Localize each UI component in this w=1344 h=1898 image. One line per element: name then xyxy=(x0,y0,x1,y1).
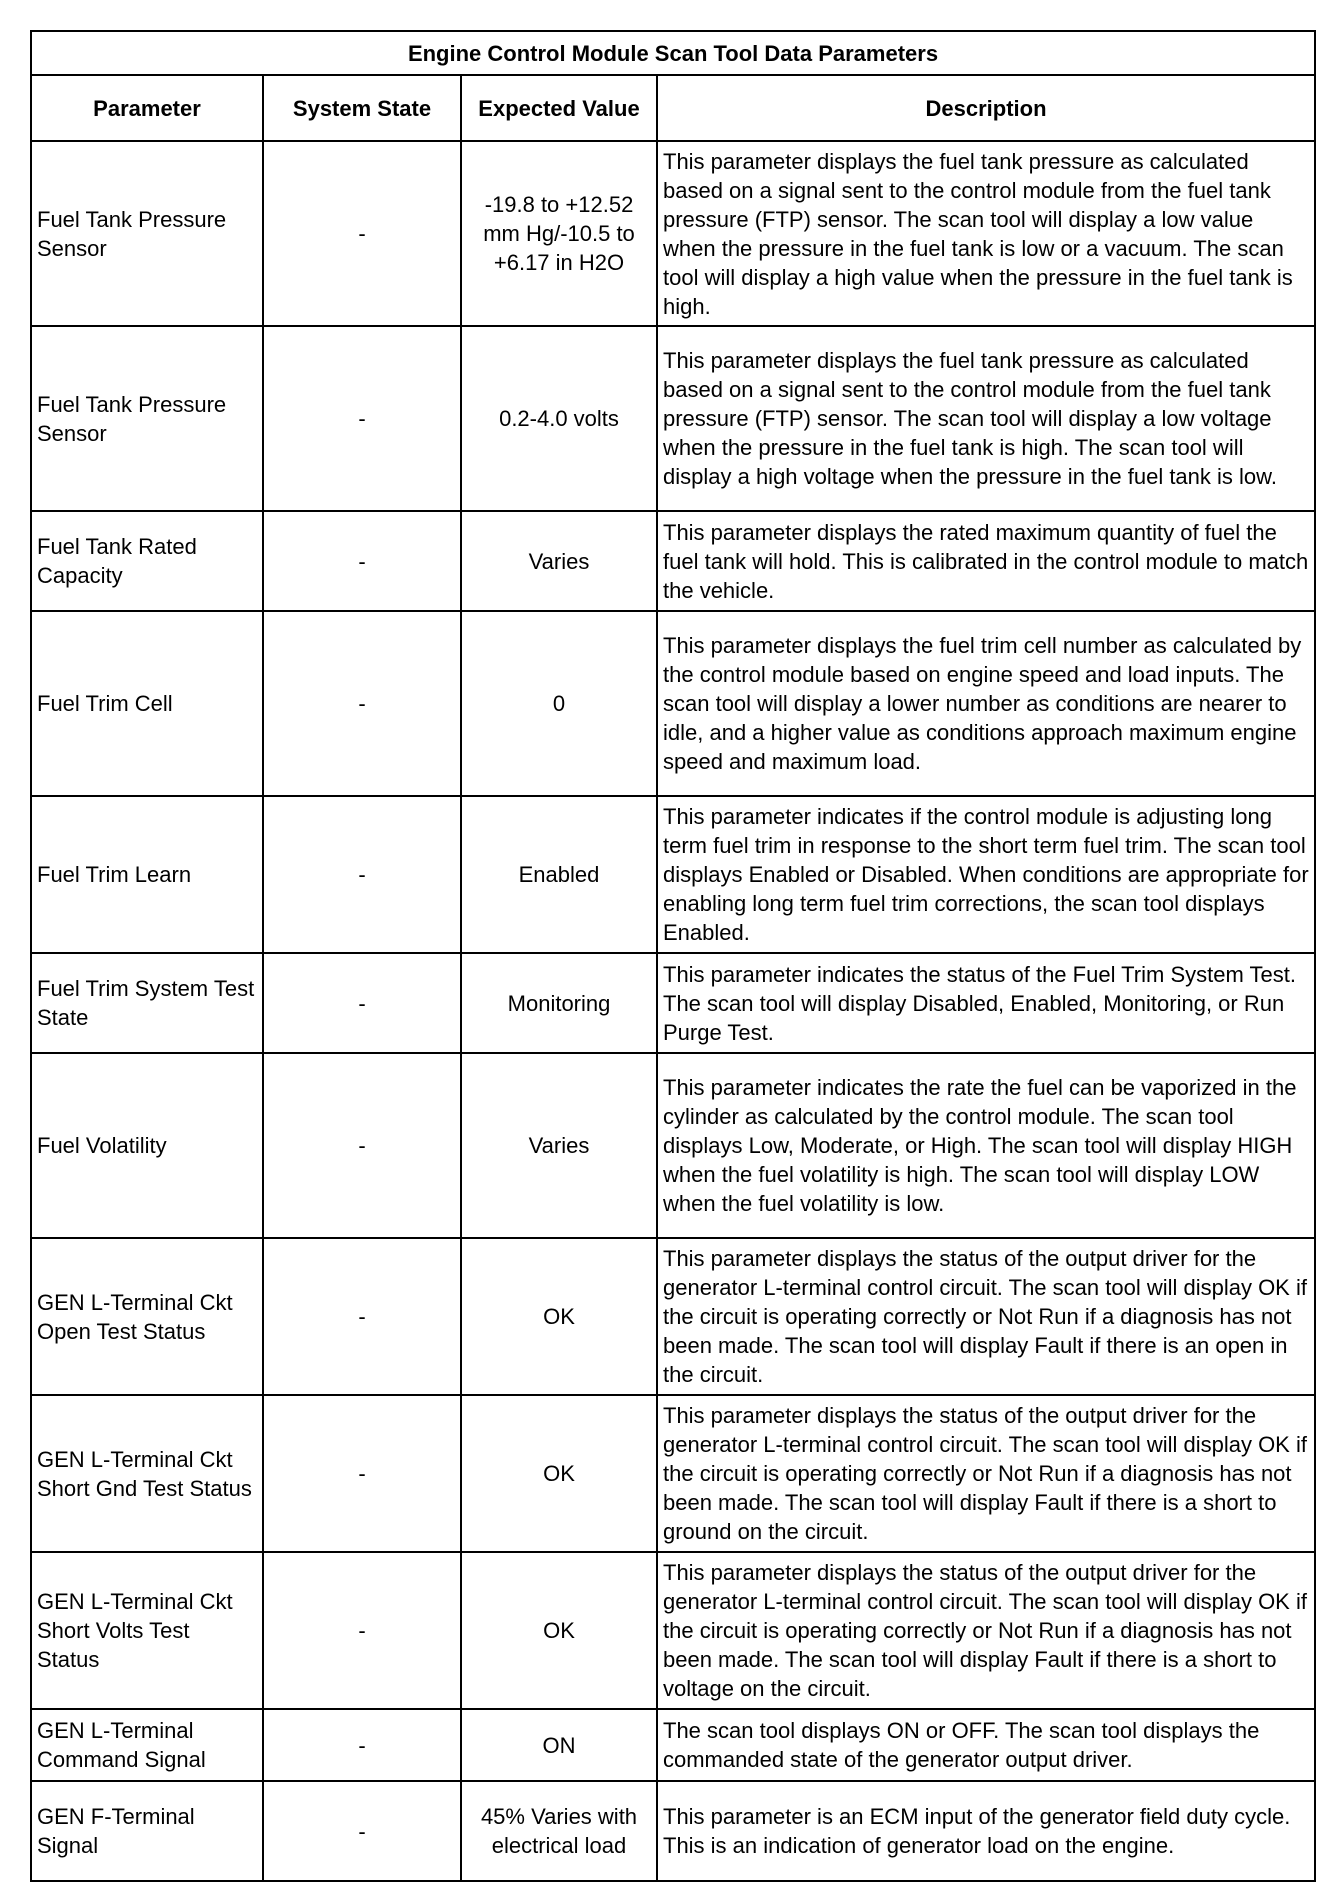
table-title-row xyxy=(31,31,1315,75)
system-state-cell: - xyxy=(263,953,461,1053)
description-cell: This parameter displays the status of the output driver for the generator L-terminal control circuit. The scan tool will display OK if the circuit is operating correctly or Not Run if a diagnosis has not been made. The scan tool will display Fault if there is a short to voltage on the circuit. xyxy=(657,1552,1315,1709)
header-expected-value: Expected Value xyxy=(461,75,657,141)
table-header-row xyxy=(31,75,1315,141)
expected-value-cell: Enabled xyxy=(461,796,657,953)
table-row xyxy=(31,141,1315,326)
system-state-cell: - xyxy=(263,611,461,796)
system-state-cell: - xyxy=(263,1709,461,1781)
expected-value-cell: ON xyxy=(461,1709,657,1781)
expected-value-cell: OK xyxy=(461,1552,657,1709)
parameter-cell: GEN L-Terminal Ckt Short Gnd Test Status xyxy=(31,1395,263,1552)
description-cell: This parameter displays the rated maximum quantity of fuel the fuel tank will hold. This is calibrated in the control module to match the vehicle. xyxy=(657,511,1315,611)
expected-value-cell: OK xyxy=(461,1238,657,1395)
parameter-cell: GEN L-Terminal Ckt Open Test Status xyxy=(31,1238,263,1395)
description-cell: This parameter displays the fuel trim cell number as calculated by the control module based on engine speed and load inputs. The scan tool will display a lower number as conditions are nearer to idle, and a higher value as conditions approach maximum engine speed and maximum load. xyxy=(657,611,1315,796)
parameter-cell: GEN F-Terminal Signal xyxy=(31,1781,263,1881)
description-cell: The scan tool displays ON or OFF. The scan tool displays the commanded state of the generator output driver. xyxy=(657,1709,1315,1781)
parameter-cell: Fuel Tank Rated Capacity xyxy=(31,511,263,611)
table-title: Engine Control Module Scan Tool Data Parameters xyxy=(31,31,1315,75)
system-state-cell: - xyxy=(263,1395,461,1552)
expected-value-cell: OK xyxy=(461,1395,657,1552)
system-state-cell: - xyxy=(263,326,461,511)
expected-value-cell: 45% Varies with electrical load xyxy=(461,1781,657,1881)
table-row xyxy=(31,1395,1315,1552)
header-system-state: System State xyxy=(263,75,461,141)
parameter-cell: GEN L-Terminal Ckt Short Volts Test Status xyxy=(31,1552,263,1709)
table-row xyxy=(31,1709,1315,1781)
description-cell: This parameter displays the fuel tank pressure as calculated based on a signal sent to the control module from the fuel tank pressure (FTP) sensor. The scan tool will display a low value when the pressure in the fuel tank is low or a vacuum. The scan tool will display a high value when the pressure in the fuel tank is high. xyxy=(657,141,1315,326)
description-cell: This parameter indicates the status of the Fuel Trim System Test. The scan tool will display Disabled, Enabled, Monitoring, or Run Purge Test. xyxy=(657,953,1315,1053)
system-state-cell: - xyxy=(263,1781,461,1881)
parameter-cell: Fuel Trim Cell xyxy=(31,611,263,796)
parameter-cell: Fuel Volatility xyxy=(31,1053,263,1238)
description-cell: This parameter is an ECM input of the generator field duty cycle. This is an indication of generator load on the engine. xyxy=(657,1781,1315,1881)
parameter-cell: GEN L-Terminal Command Signal xyxy=(31,1709,263,1781)
system-state-cell: - xyxy=(263,1552,461,1709)
parameter-cell: Fuel Tank Pressure Sensor xyxy=(31,141,263,326)
description-cell: This parameter displays the status of the output driver for the generator L-terminal control circuit. The scan tool will display OK if the circuit is operating correctly or Not Run if a diagnosis has not been made. The scan tool will display Fault if there is a short to ground on the circuit. xyxy=(657,1395,1315,1552)
table-row xyxy=(31,511,1315,611)
table-row xyxy=(31,326,1315,511)
table-row xyxy=(31,1238,1315,1395)
description-cell: This parameter displays the status of the output driver for the generator L-terminal control circuit. The scan tool will display OK if the circuit is operating correctly or Not Run if a diagnosis has not been made. The scan tool will display Fault if there is an open in the circuit. xyxy=(657,1238,1315,1395)
expected-value-cell: 0 xyxy=(461,611,657,796)
system-state-cell: - xyxy=(263,141,461,326)
table-row xyxy=(31,1552,1315,1709)
table-row xyxy=(31,953,1315,1053)
header-description: Description xyxy=(657,75,1315,141)
system-state-cell: - xyxy=(263,511,461,611)
table-row xyxy=(31,796,1315,953)
description-cell: This parameter indicates the rate the fuel can be vaporized in the cylinder as calculated by the control module. The scan tool displays Low, Moderate, or High. The scan tool will display HIGH when the fuel volatility is high. The scan tool will display LOW when the fuel volatility is low. xyxy=(657,1053,1315,1238)
description-cell: This parameter displays the fuel tank pressure as calculated based on a signal sent to the control module from the fuel tank pressure (FTP) sensor. The scan tool will display a low voltage when the pressure in the fuel tank is high. The scan tool will display a high voltage when the pressure in the fuel tank is low. xyxy=(657,326,1315,511)
table-row xyxy=(31,1053,1315,1238)
expected-value-cell: Varies xyxy=(461,511,657,611)
system-state-cell: - xyxy=(263,1238,461,1395)
description-cell: This parameter indicates if the control module is adjusting long term fuel trim in response to the short term fuel trim. The scan tool displays Enabled or Disabled. When conditions are appropriate for enabling long term fuel trim corrections, the scan tool displays Enabled. xyxy=(657,796,1315,953)
expected-value-cell: Monitoring xyxy=(461,953,657,1053)
expected-value-cell: 0.2-4.0 volts xyxy=(461,326,657,511)
system-state-cell: - xyxy=(263,1053,461,1238)
table-row xyxy=(31,1781,1315,1881)
parameter-cell: Fuel Trim System Test State xyxy=(31,953,263,1053)
expected-value-cell: Varies xyxy=(461,1053,657,1238)
system-state-cell: - xyxy=(263,796,461,953)
scan-tool-data-table xyxy=(30,30,1316,1882)
expected-value-cell: -19.8 to +12.52 mm Hg/-10.5 to +6.17 in H2O xyxy=(461,141,657,326)
parameter-cell: Fuel Trim Learn xyxy=(31,796,263,953)
table-row xyxy=(31,611,1315,796)
parameter-cell: Fuel Tank Pressure Sensor xyxy=(31,326,263,511)
header-parameter: Parameter xyxy=(31,75,263,141)
